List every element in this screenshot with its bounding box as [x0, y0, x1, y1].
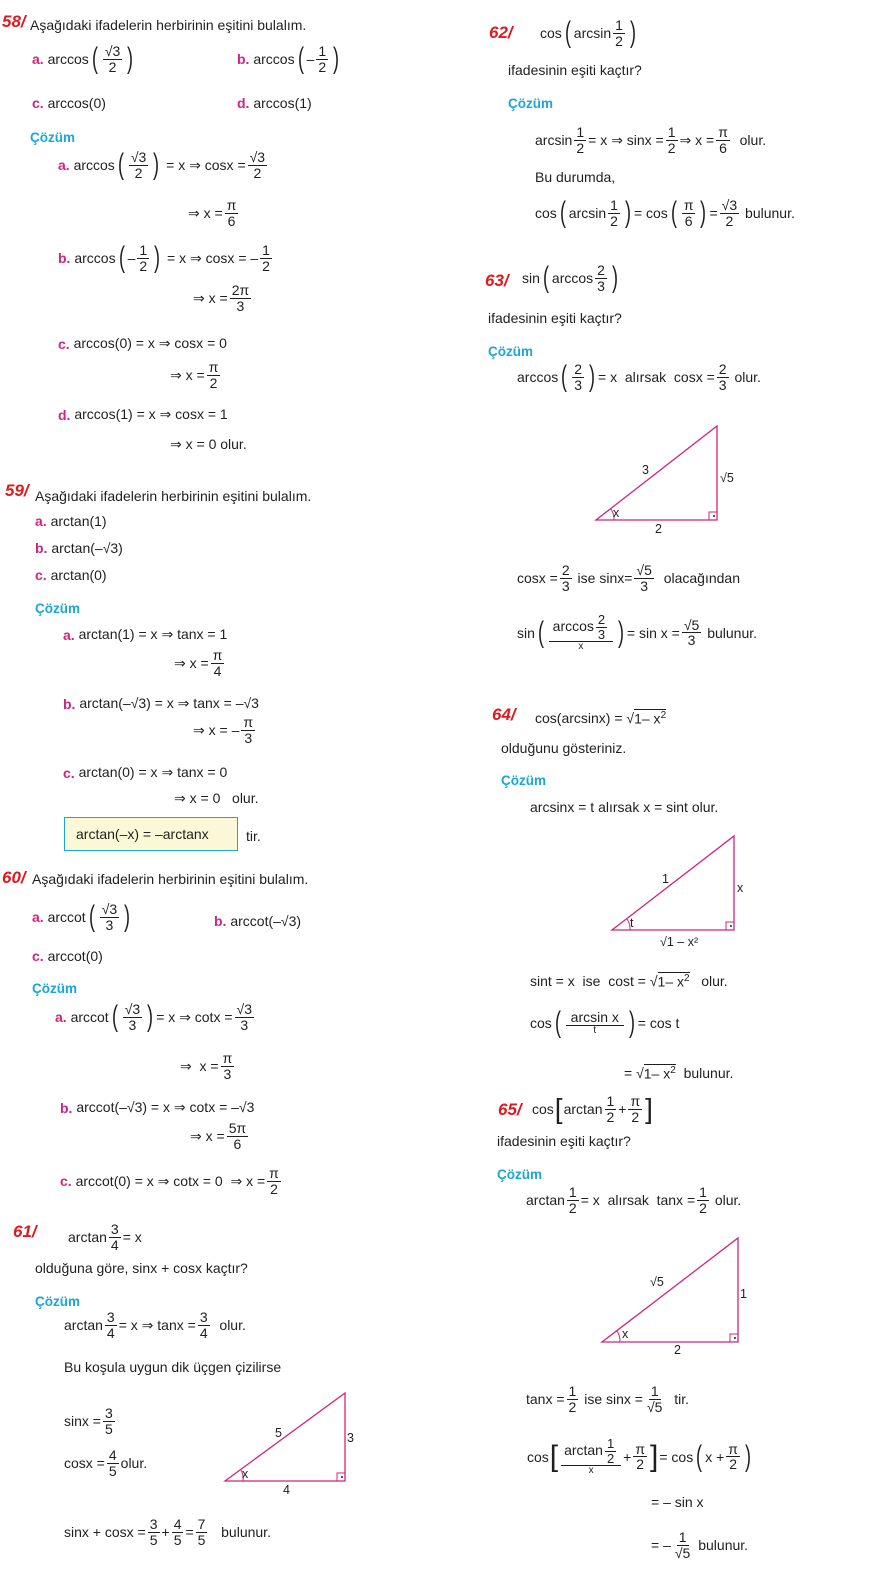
p64-step: arcsinx = t alırsak x = sint olur.: [530, 799, 719, 815]
p60-item-c: c. arccot(0): [32, 948, 103, 964]
p58-item-a: a. arccos ( $\frac{√3}{2}$ ): [32, 42, 134, 76]
p64-sol-3: = √ 1– $x^2$ bulunur.: [624, 1064, 734, 1082]
p64-question: olduğunu gösteriniz.: [501, 740, 627, 756]
problem-59-number: 59/: [5, 481, 29, 500]
p59-item-b: b. arctan(–√3): [35, 540, 123, 556]
problem-58-title: Aşağıdaki ifadelerin herbirinin eşitini bulalım.: [30, 17, 307, 33]
p60-sol-b: b. arccot(–√3) = x ⇒ cotx = –√3: [60, 1099, 255, 1116]
p63-sol-2: cosx = $\frac{2}{3}$ ise sinx= $\frac{√5}{3}$ olacağından: [517, 562, 740, 594]
p61-cos: cosx = $\frac{4}{5}$ olur.: [64, 1447, 148, 1479]
problem-64-number: 64/: [492, 705, 516, 724]
p62-step: Bu durumda,: [535, 169, 616, 185]
p65-tri-hyp: √5: [650, 1275, 664, 1289]
p65-tri-angle: x: [622, 1327, 629, 1341]
p63-sol-1: arccos ( $\frac{2}{3}$ ) = x alırsak cosx = $\frac{2}{3}$ olur.: [517, 360, 761, 394]
p61-solution-heading: Çözüm: [35, 1294, 80, 1309]
problem-59-title: Aşağıdaki ifadelerin herbirinin eşitini bulalım.: [35, 488, 312, 504]
p58-sol-c: c. arccos(0) = x ⇒ cosx = 0: [58, 335, 227, 352]
problem-58-number: 58/: [2, 12, 26, 31]
p61-tri-opp: 3: [347, 1431, 354, 1445]
p58-item-d: d. arccos(1): [237, 95, 312, 111]
problem-63-number: 63/: [485, 271, 509, 290]
p59-solution-heading: Çözüm: [35, 601, 80, 616]
p59-sol-c: c. arctan(0) = x ⇒ tanx = 0: [63, 764, 228, 781]
problem-65-number: 65/: [498, 1100, 522, 1119]
p59-sol-a2: ⇒ x = $\frac{\pi}{4}$: [174, 647, 223, 679]
p65-expression: cos [ arctan $\frac{1}{2}$ + $\frac{\pi}{2}$ ]: [532, 1093, 653, 1125]
p59-rule-suffix: tir.: [246, 828, 261, 844]
p59-sol-b: b. arctan(–√3) = x ⇒ tanx = –√3: [63, 695, 259, 712]
p64-sol-2: cos ( $\frac{\text{arcsin x}}{t}$ ) = cos t: [530, 1006, 680, 1039]
p61-triangle: [215, 1385, 365, 1500]
p61-sol-1: arctan $\frac{3}{4}$ = x ⇒ tanx = $\frac{3}{4}$ olur.: [64, 1309, 246, 1341]
p61-expression: arctan $\frac{3}{4}$ = x: [68, 1221, 142, 1253]
p58-sol-d: d. arccos(1) = x ⇒ cosx = 1: [58, 406, 228, 423]
problem-60-title: Aşağıdaki ifadelerin herbirinin eşitini bulalım.: [32, 871, 309, 887]
p65-question: ifadesinin eşiti kaçtır?: [497, 1133, 631, 1149]
p60-sol-c: c. arccot(0) = x ⇒ cotx = 0 ⇒ x = $\frac{\pi}{2}$: [60, 1165, 279, 1197]
problem-60-number: 60/: [2, 868, 26, 887]
p63-sol-3: sin ( arccos $\frac{2}{3}$ x ) = sin x = $\frac{√5}{3}$ bulunur.: [517, 612, 758, 653]
p61-tri-hyp: 5: [275, 1426, 282, 1440]
p63-triangle: [590, 420, 750, 538]
p59-item-c: c. arctan(0): [35, 567, 107, 583]
p64-expression: cos(arcsinx) = √ 1– $x^2$: [535, 709, 667, 727]
p63-question: ifadesinin eşiti kaçtır?: [488, 310, 622, 326]
p60-item-a: a. arccot ( $\frac{√3}{3}$ ): [32, 900, 131, 934]
p60-solution-heading: Çözüm: [32, 981, 77, 996]
p65-tri-opp: 1: [740, 1287, 747, 1301]
p59-item-a: a. arctan(1): [35, 513, 107, 529]
p59-rule-text: arctan(–x) = –arctanx: [76, 826, 209, 842]
p60-sol-a2: ⇒ x = $\frac{\pi}{3}$: [180, 1050, 233, 1082]
p59-sol-c2: ⇒ x = 0 olur.: [174, 790, 259, 806]
problem-61-number: 61/: [13, 1222, 37, 1241]
p62-solution-heading: Çözüm: [508, 96, 553, 111]
p58-sol-d2: ⇒ x = 0 olur.: [170, 436, 247, 452]
p60-sol-a: a. arccot ( $\frac{√3}{3}$ ) = x ⇒ cotx = $\frac{√3}{3}$: [55, 1000, 252, 1034]
p64-tri-adj: √1 – x²: [660, 935, 699, 949]
p65-sol-2: tanx = $\frac{1}{2}$ ise sinx = $\frac{1}{√5}$ tir.: [526, 1383, 690, 1415]
p62-question: ifadesinin eşiti kaçtır?: [508, 62, 642, 78]
p63-solution-heading: Çözüm: [488, 344, 533, 359]
p64-tri-angle: t: [630, 916, 634, 930]
p65-sol-3: cos [ arctan $\frac{1}{2}$ x + $\frac{\pi}{2}$ ] = cos ( x + $\frac{\pi}{2}$ ): [527, 1436, 751, 1477]
p64-solution-heading: Çözüm: [501, 773, 546, 788]
p63-tri-adj: 2: [655, 522, 662, 536]
p65-sol-1: arctan $\frac{1}{2}$ = x alırsak tanx = $\frac{1}{2}$ olur.: [526, 1184, 742, 1216]
p63-tri-hyp: 3: [642, 463, 649, 477]
p64-sol-1: sint = x ise cost = √ 1– $x^2$ olur.: [530, 972, 728, 990]
p58-sol-a2: ⇒ x = $\frac{\pi}{6}$: [188, 197, 237, 229]
p61-tri-adj: 4: [283, 1483, 290, 1497]
p61-tri-angle: x: [242, 1467, 249, 1481]
p58-sol-c2: ⇒ x = $\frac{\pi}{2}$: [170, 359, 219, 391]
p64-triangle: [606, 830, 766, 955]
p65-tri-adj: 2: [674, 1343, 681, 1357]
p58-sol-a: a. arccos ( $\frac{√3}{2}$ ) = x ⇒ cosx = $\frac{√3}{2}$: [58, 148, 266, 182]
p58-sol-b: b. arccos ( – $\frac{1}{2}$ ) = x ⇒ cosx = – $\frac{1}{2}$: [58, 241, 270, 275]
p62-sol-2: cos ( arcsin $\frac{1}{2}$ ) = cos ( $\frac{\pi}{6}$ ) = $\frac{√3}{2}$ bulunur.: [535, 196, 795, 230]
p59-sol-b2: ⇒ x = – $\frac{\pi}{3}$: [193, 714, 254, 746]
p59-sol-a: a. arctan(1) = x ⇒ tanx = 1: [63, 626, 228, 643]
p62-expression: cos ( arcsin $\frac{1}{2}$ ): [540, 16, 636, 50]
p65-sol-4: = – sin x: [651, 1494, 704, 1510]
p64-tri-opp: x: [737, 881, 744, 895]
p65-sol-5: = – $\frac{1}{√5}$ bulunur.: [651, 1529, 749, 1561]
p65-solution-heading: Çözüm: [497, 1167, 542, 1182]
p61-sin: sinx = $\frac{3}{5}$: [64, 1405, 113, 1437]
problem-62-number: 62/: [489, 23, 513, 42]
p58-solution-heading: Çözüm: [30, 130, 75, 145]
p63-tri-opp: √5: [720, 471, 734, 485]
p58-sol-b2: ⇒ x = $\frac{2\pi}{3}$: [193, 282, 250, 314]
p65-triangle: [596, 1230, 756, 1358]
p61-result: sinx + cosx = $\frac{3}{5}$ + $\frac{4}{5}$ = $\frac{7}{5}$ bulunur.: [64, 1516, 271, 1548]
p62-sol-1: arcsin $\frac{1}{2}$ = x ⇒ sinx = $\frac{1}{2}$ ⇒ x = $\frac{\pi}{6}$ olur.: [535, 124, 767, 156]
p63-expression: sin ( arccos $\frac{2}{3}$ ): [522, 261, 618, 295]
p60-item-b: b. arccot(–√3): [214, 913, 302, 929]
p61-step: Bu koşula uygun dik üçgen çizilirse: [64, 1359, 282, 1375]
p64-tri-hyp: 1: [662, 872, 669, 886]
p58-item-c: c. arccos(0): [32, 95, 106, 111]
p60-sol-b2: ⇒ x = $\frac{5\pi}{6}$: [190, 1120, 247, 1152]
p61-question: olduğuna göre, sinx + cosx kaçtır?: [35, 1260, 248, 1276]
p58-item-b: b. arccos ( – $\frac{1}{2}$ ): [237, 42, 340, 76]
p63-tri-angle: x: [613, 506, 620, 520]
